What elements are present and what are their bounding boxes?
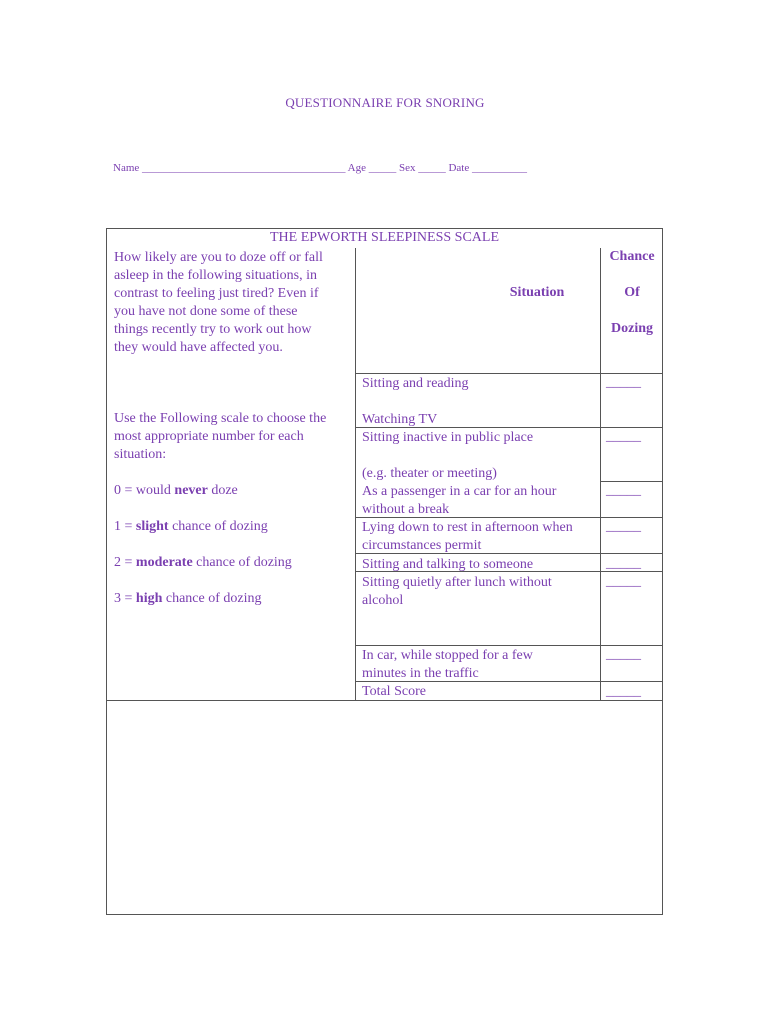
chance-blank-4[interactable]: _____ [606,519,641,534]
chance-blank-3[interactable]: _____ [606,483,641,498]
chance-blank-6[interactable]: _____ [606,574,641,589]
situation-header: Situation [509,285,565,300]
scale-item-3: 3 = high chance of dozing [114,591,262,606]
scale-item-2: 2 = moderate chance of dozing [114,555,292,570]
situation-4: As a passenger in a car for an hour without a break [362,484,557,517]
scale-intro: Use the Following scale to choose the most appropriate number for each situation: [114,411,327,462]
row-line [355,645,663,646]
epworth-table [106,228,663,915]
intro-text: How likely are you to doze off or fall asleep in the following situations, in contrast to feeling just tired? Even if you have not done some of these things recently try to work out how they would have affected you. [114,250,323,355]
chance-header: Chance Of Dozing [609,249,655,336]
row-line [355,373,663,374]
chance-blank-1[interactable]: _____ [606,375,641,390]
situation-8: In car, while stopped for a few minutes in the traffic [362,648,533,681]
scale-item-1: 1 = slight chance of dozing [114,519,268,534]
total-score-label: Total Score [362,684,426,699]
situation-7: Sitting quietly after lunch without alcohol [362,575,552,608]
chance-blank-5[interactable]: _____ [606,556,641,571]
patient-info-line[interactable]: Name _____________________________________ Age _____ Sex _____ Date __________ [113,162,527,174]
divider-left [355,248,356,700]
situation-2: Watching TV [362,412,438,427]
situation-5: Lying down to rest in afternoon when circumstances permit [362,520,573,553]
scale-item-0: 0 = would never doze [114,483,238,498]
situation-3: Sitting inactive in public place [362,430,534,445]
situation-3-note: (e.g. theater or meeting) [362,466,497,481]
page-title: QUESTIONNAIRE FOR SNORING [285,95,485,110]
row-line [600,481,663,482]
chance-blank-2[interactable]: _____ [606,429,641,444]
chance-blank-7[interactable]: _____ [606,647,641,662]
scale-title: THE EPWORTH SLEEPINESS SCALE [270,230,499,245]
situation-1: Sitting and reading [362,376,469,391]
situation-6: Sitting and talking to someone [362,557,534,572]
total-score-blank[interactable]: _____ [606,684,641,699]
